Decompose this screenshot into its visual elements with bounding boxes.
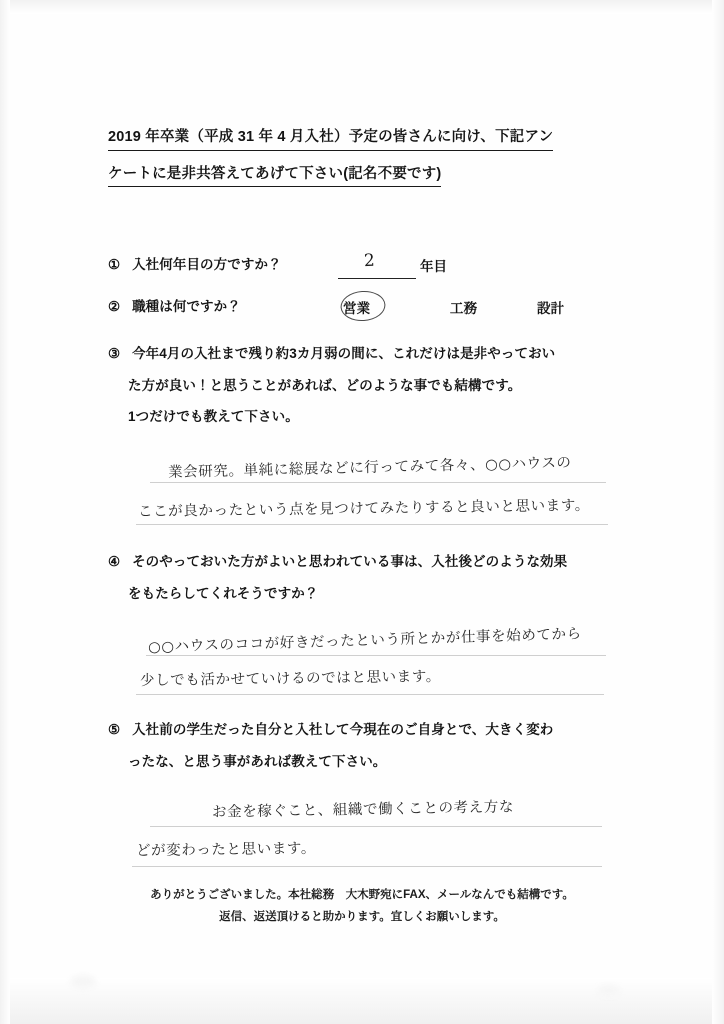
title-line-2: ケートに是非共答えてあげて下さい(記名不要です) [108,165,441,188]
scan-smudge [598,985,620,997]
question-4-text-line-2: をもたらしてくれそうですか？ [128,585,319,601]
scan-edge-left [0,0,10,1024]
question-5-handwritten-line-1: お金を稼ぐこと、組織で働くことの考え方な [211,799,515,821]
question-3-handwritten-line-2: ここが良かったという点を見つけてみたりすると良いと思います。 [137,497,590,521]
question-2-number: ② [108,299,121,314]
question-4 [108,549,567,606]
question-1-answer-value: 2 [363,250,376,272]
question-5 [108,717,553,774]
question-3-handwritten-line-1: 業会研究。単純に総展などに行ってみて各々、○○ハウスの [167,455,572,481]
question-5-number: ⑤ [108,722,121,737]
answer-rule [150,482,606,483]
question-1-answer-unit: 年目 [420,259,447,274]
footer-line-1: ありがとうございました。本社総務 大木野宛にFAX、メールなんでも結構です。 [150,889,574,901]
question-1 [108,252,282,278]
question-3-text-line-2: た方が良い！と思うことがあれば、どのような事でも結構です。 [128,377,522,393]
question-4-handwritten-line-2: 少しでも活かせていけるのではと思います。 [139,668,441,690]
answer-rule [132,866,602,867]
question-1-answer-rule [338,278,416,279]
question-3 [108,341,555,430]
document-footer [0,885,724,929]
footer-line-2: 返信、返送頂けると助かります。宜しくお願いします。 [219,910,505,923]
title-line-1: 2019 年卒業（平成 31 年 4 月入社）予定の皆さんに向け、下記アン [108,128,553,151]
scan-edge-top [0,0,724,14]
question-4-text-line-1: そのやっておいた方がよいと思われている事は、入社後どのような効果 [132,554,568,569]
question-3-number: ③ [108,346,121,361]
question-2-choice-sales: 営業 [343,301,371,316]
question-4-handwritten-line-1: ○○ハウスのココが好きだったという所とかが仕事を始めてから [147,626,582,656]
document-title [108,128,620,187]
scan-edge-right [712,0,724,1024]
question-2-choice-construction: 工務 [449,301,478,316]
question-1-text: 入社何年目の方ですか？ [132,257,282,272]
question-4-number: ④ [108,554,121,569]
answer-rule [136,694,604,695]
answer-rule [150,826,602,827]
scan-edge-bottom [0,978,724,1024]
question-3-text-line-3: 1つだけでも教えて下さい。 [128,409,299,425]
answer-rule [136,524,608,525]
question-1-number: ① [108,257,121,272]
question-5-text-line-2: ったな、と思う事があれば教えて下さい。 [128,753,387,769]
question-2-choices [343,297,564,317]
scan-smudge [70,975,96,989]
question-2-text: 職種は何ですか？ [132,299,241,314]
question-5-text-line-1: 入社前の学生だった自分と入社して今現在のご自身とで、大きく変わ [132,722,554,737]
question-3-text-line-1: 今年4月の入社まで残り約3カ月弱の間に、これだけは是非やっておい [132,346,556,361]
question-5-handwritten-line-2: どが変わったと思います。 [135,840,317,860]
question-2-choice-design: 設計 [536,301,565,316]
question-2 [108,294,241,320]
answer-rule [146,655,606,656]
